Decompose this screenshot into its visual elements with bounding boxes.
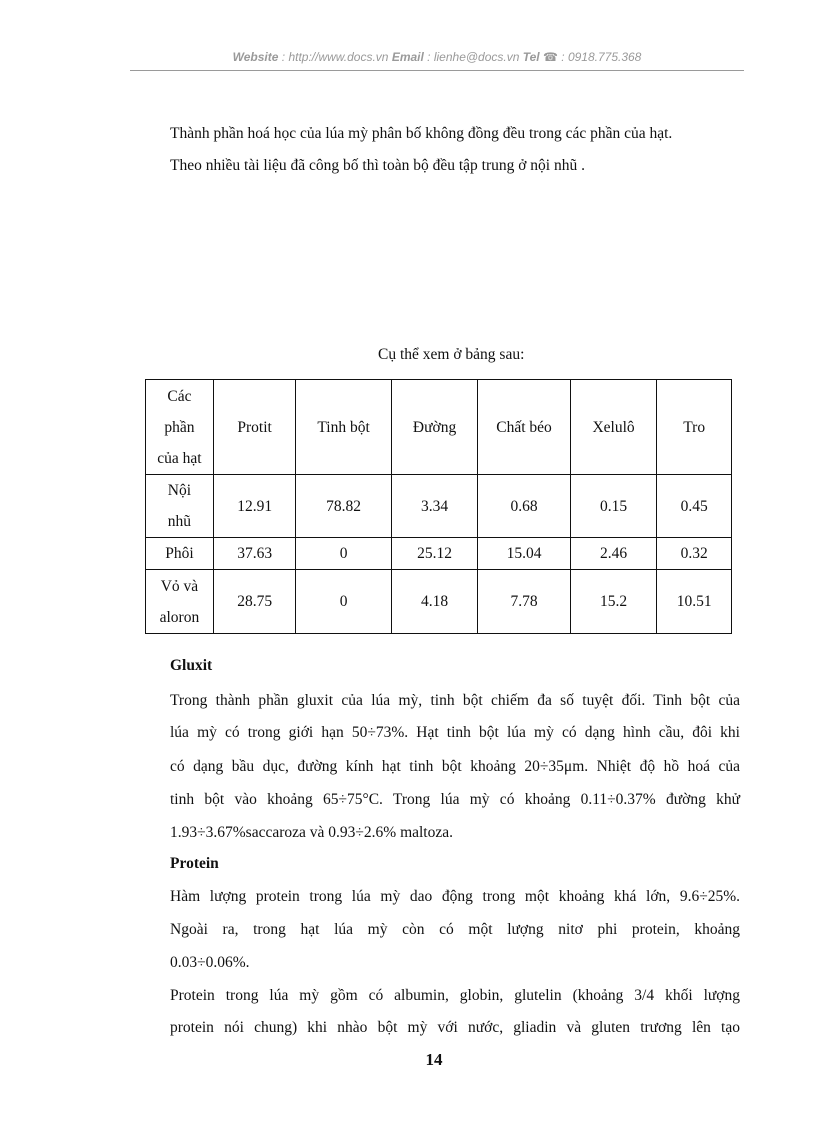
header-divider bbox=[130, 70, 744, 71]
table-cell: 10.51 bbox=[657, 570, 732, 634]
row-label: Nội nhũ bbox=[146, 475, 214, 538]
email-label: Email bbox=[391, 50, 424, 64]
gluxit-line: lúa mỳ có trong giới hạn 50÷73%. Hạt tinh bột lúa mỳ có dạng hình cầu, đôi khi bbox=[170, 724, 740, 741]
table-cell: 4.18 bbox=[391, 570, 478, 634]
page-number: 14 bbox=[425, 1050, 443, 1069]
table-cell: 78.82 bbox=[296, 475, 391, 538]
table-cell: 0 bbox=[296, 538, 391, 570]
header-cell-tro: Tro bbox=[657, 380, 732, 475]
gluxit-line: Trong thành phần gluxit của lúa mỳ, tinh bột chiếm đa số tuyệt đối. Tinh bột của bbox=[170, 692, 740, 709]
table-cell: 3.34 bbox=[391, 475, 478, 538]
table-cell: 0 bbox=[296, 570, 391, 634]
table-cell: 0.15 bbox=[570, 475, 657, 538]
website-label: Website bbox=[232, 50, 279, 64]
header-cell-xelulo: Xelulô bbox=[570, 380, 657, 475]
protein-line: Hàm lượng protein trong lúa mỳ dao động trong một khoảng khá lớn, 9.6÷25%. bbox=[170, 888, 740, 905]
table-cell: 2.46 bbox=[570, 538, 657, 570]
header-cell-chat-beo: Chất béo bbox=[478, 380, 570, 475]
protein-line: 0.03÷0.06%. bbox=[170, 954, 250, 971]
intro-line-1: Thành phần hoá học của lúa mỳ phân bố không đồng đều trong các phần của hạt. bbox=[170, 125, 673, 142]
table-cell: 25.12 bbox=[391, 538, 478, 570]
protein-line: protein nói chung) khi nhào bột mỳ với nước, gliadin và gluten trương lên tạo bbox=[170, 1019, 740, 1036]
gluxit-line: tinh bột vào khoảng 65÷75°C. Trong lúa mỳ có khoảng 0.11÷0.37% đường khử bbox=[170, 791, 740, 808]
table-cell: 0.68 bbox=[478, 475, 570, 538]
table-caption: Cụ thể xem ở bảng sau: bbox=[378, 346, 525, 363]
row-label: Vỏ và aloron bbox=[146, 570, 214, 634]
tel-value: ☎ : 0918.775.368 bbox=[539, 50, 642, 64]
header-cell-tinh-bot: Tinh bột bbox=[296, 380, 391, 475]
table-cell: 0.45 bbox=[657, 475, 732, 538]
tel-label: Tel bbox=[522, 50, 540, 64]
header-cell-part: Các phần của hạt bbox=[146, 380, 214, 475]
website-value: : http://www.docs.vn bbox=[278, 50, 392, 64]
table-row bbox=[146, 570, 732, 634]
table-cell: 12.91 bbox=[213, 475, 296, 538]
table-row bbox=[146, 475, 732, 538]
header-cell-protit: Protit bbox=[213, 380, 296, 475]
table-cell: 37.63 bbox=[213, 538, 296, 570]
protein-line: Protein trong lúa mỳ gồm có albumin, globin, glutelin (khoảng 3/4 khối lượng bbox=[170, 987, 740, 1004]
table-cell: 15.2 bbox=[570, 570, 657, 634]
table-cell: 15.04 bbox=[478, 538, 570, 570]
table-cell: 7.78 bbox=[478, 570, 570, 634]
table-header-row bbox=[146, 380, 732, 475]
gluxit-line: 1.93÷3.67%saccaroza và 0.93÷2.6% maltoza. bbox=[170, 824, 453, 841]
protein-line: Ngoài ra, trong hạt lúa mỳ còn có một lượng nitơ phi protein, khoảng bbox=[170, 921, 740, 938]
email-value: : lienhe@docs.vn bbox=[423, 50, 523, 64]
intro-line-2: Theo nhiều tài liệu đã công bố thì toàn bộ đều tập trung ở nội nhũ . bbox=[170, 157, 585, 174]
table-cell: 28.75 bbox=[213, 570, 296, 634]
table-cell: 0.32 bbox=[657, 538, 732, 570]
gluxit-line: có dạng bầu dục, đường kính hạt tinh bột khoảng 20÷35μm. Nhiệt độ hồ hoá của bbox=[170, 758, 740, 775]
page-header bbox=[130, 50, 744, 64]
table-row bbox=[146, 538, 732, 570]
gluxit-heading: Gluxit bbox=[170, 657, 213, 674]
composition-table bbox=[145, 379, 732, 634]
protein-heading: Protein bbox=[170, 855, 219, 872]
header-cell-duong: Đường bbox=[391, 380, 478, 475]
row-label: Phôi bbox=[146, 538, 214, 570]
